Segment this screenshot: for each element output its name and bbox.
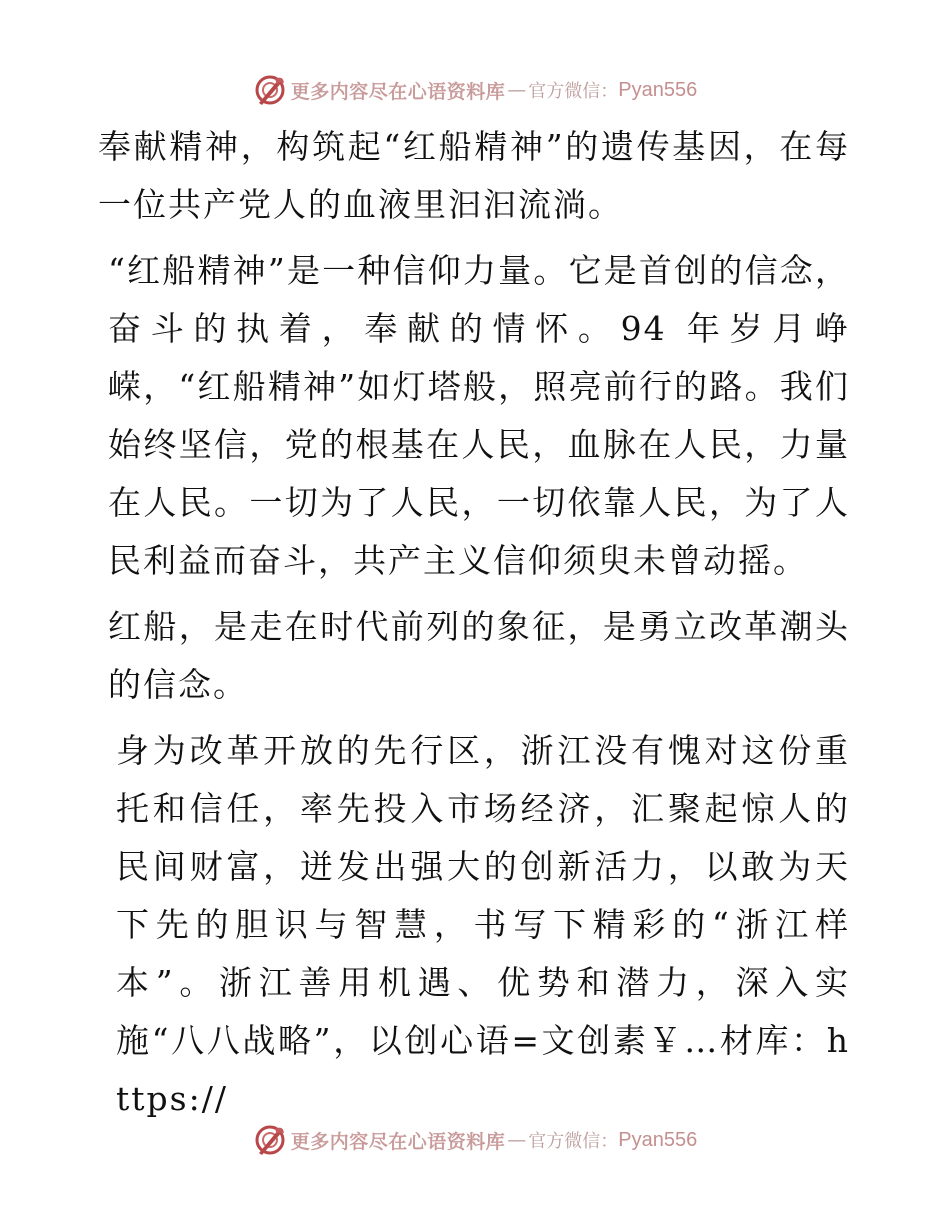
paragraph-4: 身为改革开放的先行区，浙江没有愧对这份重托和信任，率先投入市场经济，汇聚起惊人的民间财富，迸发出强大的创新活力，以敢为天下先的胆识与智慧，书写下精彩的“浙江样本”。浙江善用机遇、优势和潜力，深入实施“八八战略”，以创心语=文创素￥…材库：https:// [116,731,850,1118]
header-banner [0,70,950,110]
paragraph-3: 红船，是走在时代前列的象征，是勇立改革潮头的信念。 [108,607,850,704]
quill-logo-icon [253,73,287,107]
footer-banner [0,1120,950,1160]
banner-wechat-label: 官方微信： [528,81,619,102]
banner-wechat-id: Pyan556 [618,78,698,101]
banner-wechat-id: Pyan556 [618,1128,698,1151]
paragraph-2: “红船精神”是一种信仰力量。它是首创的信念，奋斗的执着，奉献的情怀。94 年岁月峥嵘，“红船精神”如灯塔般，照亮前行的路。我们始终坚信，党的根基在人民，血脉在人民，力量在人民。一切为了人民，一切依靠人民，为了人民利益而奋斗，共产主义信仰须臾未曾动摇。 [108,251,850,580]
banner-separator: — [507,79,527,101]
banner-main-text: 更多内容尽在心语资料库 [290,80,506,103]
banner-main-text: 更多内容尽在心语资料库 [290,1130,506,1153]
paragraph-1: 奉献精神，构筑起“红船精神”的遗传基因，在每一位共产党人的血液里汩汩流淌。 [98,127,850,224]
document-body [98,118,850,1136]
banner-wechat-label: 官方微信： [528,1131,619,1152]
banner-separator: — [507,1129,527,1151]
quill-logo-icon [253,1123,287,1157]
